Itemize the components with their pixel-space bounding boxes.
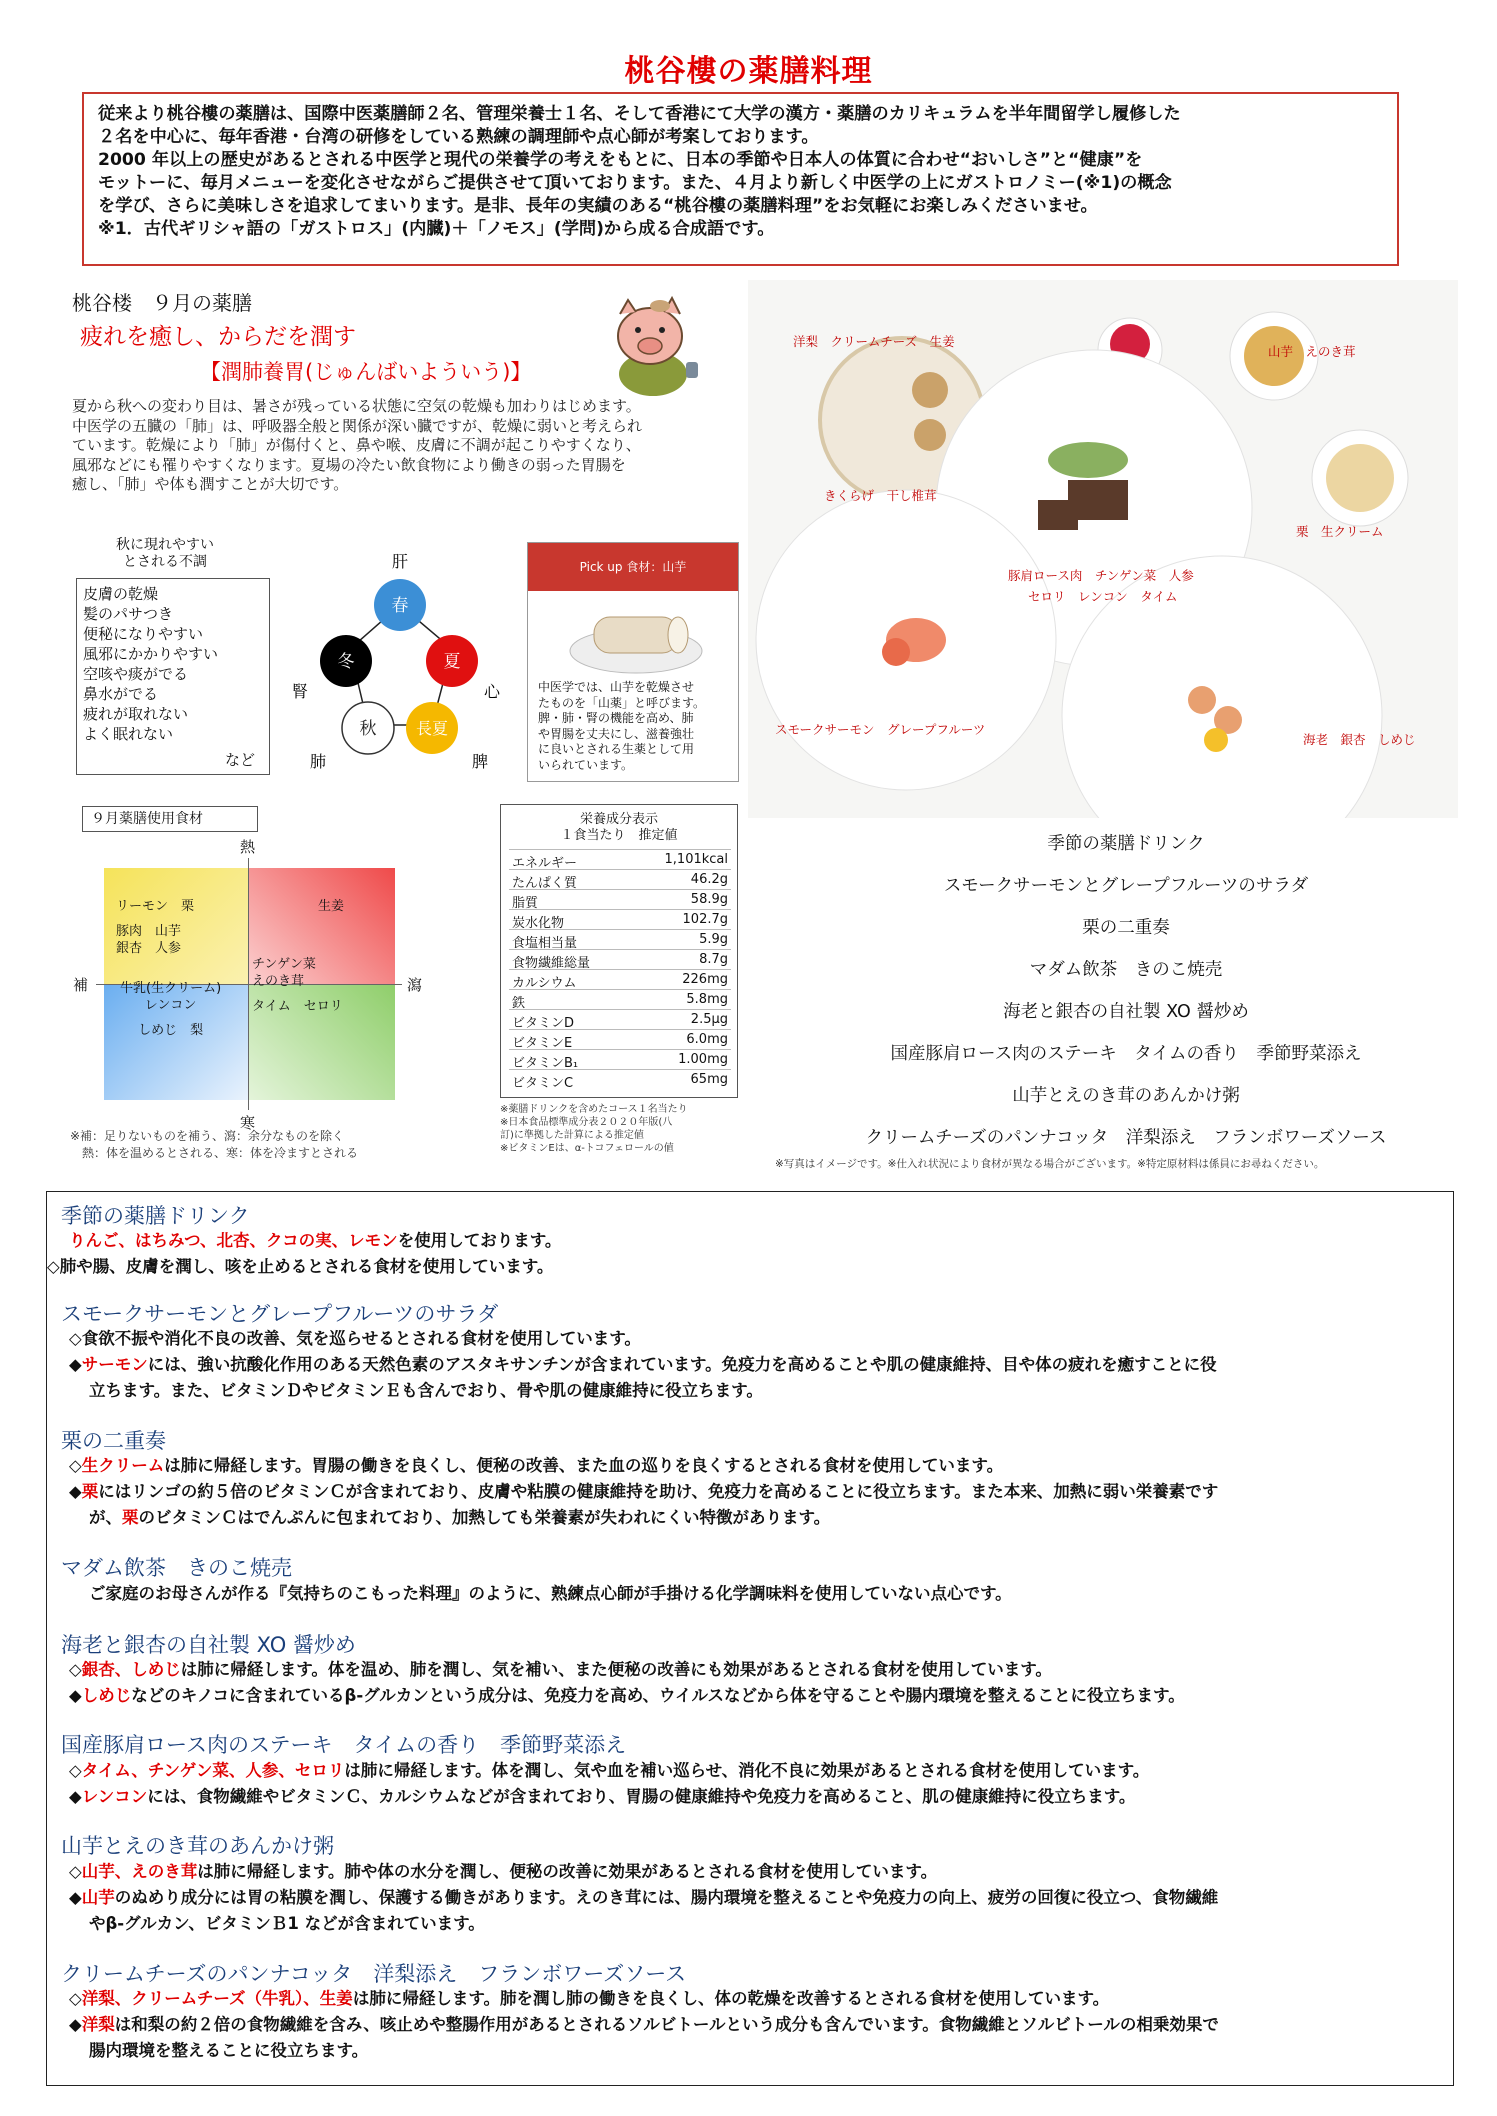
nutrient-name: 鉄 (512, 996, 526, 1011)
organ-spleen: 脾 (471, 752, 489, 771)
detail-line (69, 1985, 1109, 2013)
detail-line: 立ちます。また、ビタミンＤやビタミンＥも含んでおり、骨や肌の健康維持に役立ちます。 (89, 1381, 763, 1400)
nutrient-value: 65mg (690, 1072, 728, 1087)
season-summer: 夏 (443, 652, 461, 672)
ingredients-label: ９月薬膳使用食材 (82, 806, 258, 832)
theme-title: 【潤肺養胃(じゅんばいよういう)】 (200, 360, 532, 384)
pickup-line: いられています。 (538, 757, 634, 772)
season-line: 癒し、「肺」や体も潤すことが大切です。 (72, 475, 349, 493)
detail-line (69, 1757, 1149, 1785)
ingredient-line (120, 1014, 221, 1022)
section-title: スモークサーモンとグレープフルーツのサラダ (61, 1302, 499, 1326)
highlight-text: 山芋、えのき茸 (81, 1862, 198, 1881)
intro-line: 2000 年以上の歴史があるとされる中医学と現代の栄養学の考えをもとに、日本の季節や日本人の体質に合わせ“おいしさ”と“健康”を (98, 150, 1143, 170)
symptom-item: 風邪にかかりやすい (83, 645, 219, 663)
nutrient-name: 食塩相当量 (512, 936, 578, 951)
nutrient-value: 58.9g (690, 892, 728, 907)
detail-text: が、 (89, 1508, 122, 1527)
season-late-summer: 長夏 (415, 719, 449, 738)
ingredient-line: えのき茸 (252, 974, 305, 989)
organ-heart: 心 (483, 682, 501, 701)
detail-line (69, 2011, 1449, 2039)
pickup-box (527, 542, 739, 782)
axis-drain: 瀉 (407, 976, 423, 994)
quadrant-warm-drain-items: 生姜 (318, 899, 345, 914)
highlight-text: タイム、チンゲン菜、人参、セロリ (81, 1761, 345, 1780)
nutrient-value: 1,101kcal (664, 852, 728, 867)
nutrition-subtitle: １食当たり 推定値 (560, 828, 678, 843)
nutrient-name: ビタミンD (512, 1016, 575, 1031)
pickup-heading: Pick up 食材：山芋 (528, 543, 738, 591)
nutrient-value: 5.8mg (686, 992, 728, 1007)
detail-line (69, 1452, 1003, 1480)
intro-line: ２名を中心に、毎年香港・台湾の研修をしている熟練の調理師や点心師が考案しております。 (98, 127, 819, 147)
nutrient-value: 102.7g (682, 912, 728, 927)
nutrition-row (509, 869, 731, 890)
note-line: 訂)に準拠した計算による推定値 (500, 1130, 644, 1141)
symptom-etc: など (224, 751, 255, 769)
menu-item: クリームチーズのパンナコッタ 洋梨添え フランボワーズソース (865, 1128, 1387, 1148)
detail-text: ◇ (69, 1660, 82, 1679)
detail-text: にはリンゴの約５倍のビタミンＣが含まれており、皮膚や粘膜の健康維持を助け、免疫力を高めることに役立ちます。また本来、加熱に弱い栄養素です (98, 1482, 1219, 1501)
ingredient-line: 銀杏 人参 (116, 941, 182, 956)
intro-line: 従来より桃谷樓の薬膳は、国際中医薬膳師２名、管理栄養士１名、そして香港にて大学の漢方・薬膳のカリキュラムを半年間留学し履修した (98, 104, 1181, 124)
detail-text: ◆ (69, 1888, 82, 1907)
detail-line (89, 1504, 830, 1532)
organ-lung: 肺 (309, 752, 327, 771)
symptom-item: 疲れが取れない (83, 705, 189, 723)
detail-line: ◇食欲不振や消化不良の改善、気を巡らせるとされる食材を使用しています。 (69, 1329, 641, 1348)
detail-text: は和梨の約２倍の食物繊維を含み、咳止めや整腸作用があるとされるソルビトールという成分も含んでいます。食物繊維とソルビトールの相乗効果で (114, 2015, 1219, 2034)
highlight-text: 洋梨 (81, 2015, 115, 2034)
ingredient-line: チンゲン菜 (252, 957, 316, 972)
nutrient-value: 46.2g (690, 872, 728, 887)
menu-item: 国産豚肩ロース肉のステーキ タイムの香り 季節野菜添え (890, 1044, 1362, 1064)
nutrient-value: 5.9g (699, 932, 728, 947)
highlight-text: しめじ (81, 1686, 132, 1705)
section-title: クリームチーズのパンナコッタ 洋梨添え フランボワーズソース (61, 1962, 687, 1986)
ingredients-notes (70, 1128, 358, 1162)
nutrient-name: ビタミンB₁ (512, 1056, 579, 1071)
detail-text: ◆ (69, 1686, 82, 1705)
course-photo (748, 280, 1458, 818)
highlight-text: 生クリーム (81, 1456, 165, 1475)
detail-text: ◆ (69, 1482, 82, 1501)
ingredient-line (252, 990, 343, 998)
yam-photo (566, 599, 706, 677)
note-line: ※日本食品標準成分表２０２０年版(八 (500, 1117, 673, 1128)
caption-dimsum: きくらげ 干し椎茸 (824, 488, 937, 503)
highlight-text: 山芋 (81, 1888, 115, 1907)
season-spring: 春 (391, 596, 409, 616)
note-line: ※ビタミンEは、α-トコフェロールの値 (500, 1143, 674, 1154)
detail-text: は肺に帰経します。体を潤し、気や血を補い巡らせ、消化不良に効果があるとされる食材を使用しています。 (344, 1761, 1150, 1780)
detail-line (69, 1227, 561, 1255)
nutrient-value: 2.5μg (690, 1012, 728, 1027)
organ-liver: 肝 (391, 552, 409, 571)
section-title: 山芋とえのき茸のあんかけ粥 (61, 1834, 334, 1858)
mascot-illustration (598, 292, 708, 400)
nutrient-name: カルシウム (512, 976, 577, 991)
symptom-item: よく眠れない (83, 725, 174, 743)
tagline: 疲れを癒し、からだを潤す (80, 324, 356, 350)
symptoms-heading (95, 537, 235, 571)
nutrition-row (509, 1069, 731, 1090)
caption-steak: 豚肩ロース肉 チンゲン菜 人参 (1008, 568, 1194, 583)
symptom-item: 髪のパサつき (83, 605, 174, 623)
caption-porridge: 山芋 えのき茸 (1268, 344, 1356, 359)
highlight-text: 栗 (122, 1508, 139, 1527)
ingredient-line: 牛乳(生クリーム) (120, 981, 222, 996)
menu-item: 山芋とえのき茸のあんかけ粥 (1012, 1086, 1240, 1106)
detail-text: は肺に帰経します。肺を潤し肺の働きを良くし、体の乾燥を改善するとされる食材を使用しています。 (352, 1989, 1110, 2008)
menu-item: スモークサーモンとグレープフルーツのサラダ (943, 876, 1309, 896)
nutrition-title: 栄養成分表示 (579, 812, 658, 827)
detail-text: ◇ (69, 1862, 82, 1881)
detail-line: ◇肺や腸、皮膚を潤し、咳を止めるとされる食材を使用しています。 (47, 1257, 554, 1276)
season-winter: 冬 (337, 652, 355, 672)
menu-item: 季節の薬膳ドリンク (1047, 834, 1205, 854)
detail-text: は肺に帰経します。肺や体の水分を潤し、便秘の改善に効果があるとされる食材を使用しています。 (197, 1862, 938, 1881)
intro-line: ※1．古代ギリシャ語の「ガストロス」(内臓)＋「ノモス」(学問)から成る合成語です。 (98, 219, 775, 239)
detail-line (69, 1351, 1449, 1379)
detail-text: のぬめり成分には胃の粘膜を潤し、保護する働きがあります。えのき茸には、腸内環境を整えることや免疫力の向上、疲労の回復に役立つ、食物繊維 (114, 1888, 1219, 1907)
detail-line (69, 1884, 1449, 1912)
ingredient-line: 豚肉 山芋 (116, 924, 182, 939)
nutrition-row (509, 929, 731, 950)
page-title: 桃谷樓の薬膳料理 (624, 54, 873, 89)
menu-item: 栗の二重奏 (1082, 918, 1170, 938)
section-title: 国産豚肩ロース肉のステーキ タイムの香り 季節野菜添え (61, 1733, 627, 1757)
quadrant-warm-tonify-items (116, 898, 194, 957)
pickup-line: に良いとされる生薬として用 (538, 742, 695, 756)
menu-item: マダム飲茶 きのこ焼売 (1029, 960, 1223, 980)
section-title: マダム飲茶 きのこ焼売 (61, 1556, 292, 1580)
detail-line: ご家庭のお母さんが作る『気持ちのこもった料理』のように、熟練点心師が手掛ける化学調味料を使用していない点心です。 (89, 1584, 1012, 1603)
nutrient-name: 食物繊維総量 (512, 956, 591, 971)
nutrient-name: たんぱく質 (512, 876, 578, 891)
caption-salad: スモークサーモン グレープフルーツ (775, 722, 986, 737)
nutrition-row (509, 949, 731, 970)
season-line: 中医学の五臓の「肺」は、呼吸器全般と関係が深い臓ですが、乾燥に弱いと考えられ (72, 416, 643, 435)
nutrient-value: 1.00mg (678, 1052, 728, 1067)
highlight-text: 洋梨、クリームチーズ（牛乳）、生姜 (81, 1989, 353, 2008)
nutrition-row (509, 1009, 731, 1030)
symptom-item: 空咳や痰がでる (83, 665, 189, 683)
caption-dessert: 洋梨 クリームチーズ 生姜 (793, 334, 955, 349)
season-line: ています。乾燥により「肺」が傷付くと、鼻や喉、皮膚に不調が起こりやすくなり、 (72, 436, 641, 454)
ingredient-line: レンコン (144, 998, 197, 1013)
section-title: 海老と銀杏の自社製 XO 醤炒め (61, 1633, 356, 1657)
season-line: 風邪などにも罹りやすくなります。夏場の冷たい飲食物により働きの弱った胃腸を (72, 455, 626, 474)
detail-line (69, 1656, 1052, 1684)
intro-line: モットーに、毎月メニューを変化させながらご提供させて頂いております。また、４月より新しく中医学の上にガストロノミー(※1)の概念 (98, 173, 1172, 193)
caption-shrimp: 海老 銀杏 しめじ (1303, 732, 1416, 747)
highlight-text: レンコン (81, 1787, 148, 1806)
pickup-line: たものを「山薬」と呼びます。 (538, 695, 706, 710)
symptoms-heading-line: 秋に現れやすい (116, 537, 214, 553)
intro-box (82, 92, 1399, 266)
detail-text: などのキノコに含まれているβ-グルカンという成分は、免疫力を高め、ウイルスなどから体を守ることや腸内環境を整えることに役立ちます。 (131, 1686, 1185, 1705)
detail-line (69, 1478, 1449, 1506)
detail-line: やβ-グルカン、ビタミンＢ1 などが含まれています。 (89, 1914, 485, 1933)
nutrient-name: エネルギー (512, 856, 578, 871)
note-line: 熱：体を温めるとされる、寒：体を冷ますとされる (70, 1146, 359, 1160)
nutrient-name: ビタミンE (512, 1036, 573, 1051)
axis-cold: 寒 (240, 1114, 256, 1132)
detail-text: のビタミンＣはでんぷんに包まれており、加熱しても栄養素が失われにくい特徴があります。 (138, 1508, 831, 1527)
note-line: ※薬膳ドリンクを含めたコース１名当たり (500, 1104, 688, 1115)
nutrient-name: 脂質 (512, 896, 539, 911)
pickup-line: や胃腸を丈夫にし、滋養強壮 (538, 726, 695, 741)
season-text (72, 397, 752, 495)
detail-text: は肺に帰経します。胃腸の働きを良くし、便秘の改善、また血の巡りを良くするとされる食材を使用しています。 (164, 1456, 1004, 1475)
caption-steak-2: セロリ レンコン タイム (1028, 589, 1178, 604)
nutrition-row (509, 1049, 731, 1070)
quadrant-cold-tonify-items (120, 980, 221, 1039)
note-line: ※補：足りないものを補う、瀉：余分なものを除く (70, 1129, 345, 1143)
nutrition-row (509, 969, 731, 990)
organ-kidney: 腎 (291, 682, 309, 701)
highlight-text: 銀杏、しめじ (81, 1660, 181, 1679)
detail-line (69, 1682, 1185, 1710)
nutrient-value: 6.0mg (686, 1032, 728, 1047)
ingredient-line (116, 915, 194, 923)
season-autumn: 秋 (359, 719, 377, 739)
detail-line (69, 1783, 1135, 1811)
caption-soup: 栗 生クリーム (1296, 524, 1384, 539)
nutrient-name: ビタミンC (512, 1076, 574, 1091)
nutrient-value: 8.7g (699, 952, 728, 967)
detail-text: は肺に帰経します。体を温め、肺を潤し、気を補い、また便秘の改善にも効果があるとされる食材を使用しています。 (180, 1660, 1052, 1679)
menu-item: 海老と銀杏の自社製 XO 醤炒め (1003, 1002, 1249, 1022)
detail-text: を使用しております。 (397, 1231, 562, 1250)
nutrient-value: 226mg (682, 972, 728, 987)
intro-line: を学び、さらに美味しさを追求してまいります。是非、長年の実績のある“桃谷樓の薬膳料理”をお気軽にお楽しみくださいませ。 (98, 196, 1098, 216)
detail-line: 腸内環境を整えることに役立ちます。 (89, 2041, 369, 2060)
symptom-item: 皮膚の乾燥 (83, 585, 159, 603)
month-title: 桃谷楼 ９月の薬膳 (72, 291, 252, 315)
symptoms-box (76, 578, 270, 775)
ingredient-line: タイム セロリ (252, 999, 343, 1014)
nutrition-row (509, 889, 731, 910)
detail-text: ◆ (69, 1787, 82, 1806)
nutrition-row (509, 989, 731, 1010)
detail-line (69, 1858, 937, 1886)
symptom-item: 便秘になりやすい (83, 625, 204, 643)
five-elements-diagram (270, 545, 520, 785)
highlight-text: りんご、はちみつ、北杏、クコの実、レモン (69, 1231, 398, 1250)
detail-text: ◇ (69, 1456, 82, 1475)
highlight-text: サーモン (81, 1355, 148, 1374)
pickup-line: 中医学では、山芋を乾燥させ (538, 680, 695, 694)
detail-text: ◆ (69, 2015, 82, 2034)
symptom-item: 鼻水がでる (83, 685, 159, 703)
detail-text: には、食物繊維やビタミンＣ、カルシウムなどが含まれており、胃腸の健康維持や免疫力を高めること、肌の健康維持に役立ちます。 (147, 1787, 1136, 1806)
nutrient-name: 炭水化物 (512, 916, 565, 931)
detail-text: ◇ (69, 1989, 82, 2008)
axis-tonify: 補 (73, 976, 89, 994)
section-title: 季節の薬膳ドリンク (61, 1204, 250, 1228)
detail-text: には、強い抗酸化作用のある天然色素のアスタキサンチンが含まれています。免疫力を高めることや肌の健康維持、目や体の疲れを癒すことに役 (147, 1355, 1217, 1374)
axis-hot: 熱 (240, 838, 256, 856)
symptoms-heading-line: とされる不調 (123, 554, 207, 570)
detail-text: ◆ (69, 1355, 82, 1374)
menu-note: ※写真はイメージです。※仕入れ状況により食材が異なる場合がございます。※特定原材料は係員にお尋ねください。 (775, 1158, 1325, 1170)
ingredient-line: リーモン 栗 (116, 899, 195, 914)
details-box (46, 1191, 1454, 2086)
section-title: 栗の二重奏 (61, 1429, 166, 1453)
quadrant-cold-drain-items (252, 956, 343, 1015)
nutrition-notes (500, 1103, 750, 1155)
ingredient-line: しめじ 梨 (138, 1023, 204, 1038)
nutrition-row (509, 909, 731, 930)
pickup-text (538, 680, 733, 773)
nutrition-row (509, 849, 731, 870)
detail-text: ◇ (69, 1761, 82, 1780)
highlight-text: 栗 (81, 1482, 99, 1501)
nutrition-row (509, 1029, 731, 1050)
nutrition-table (500, 804, 738, 1098)
pickup-line: 脾・肺・腎の機能を高め、肺 (538, 711, 694, 725)
season-line: 夏から秋への変わり目は、暑さが残っている状態に空気の乾燥も加わりはじめます。 (72, 397, 641, 415)
